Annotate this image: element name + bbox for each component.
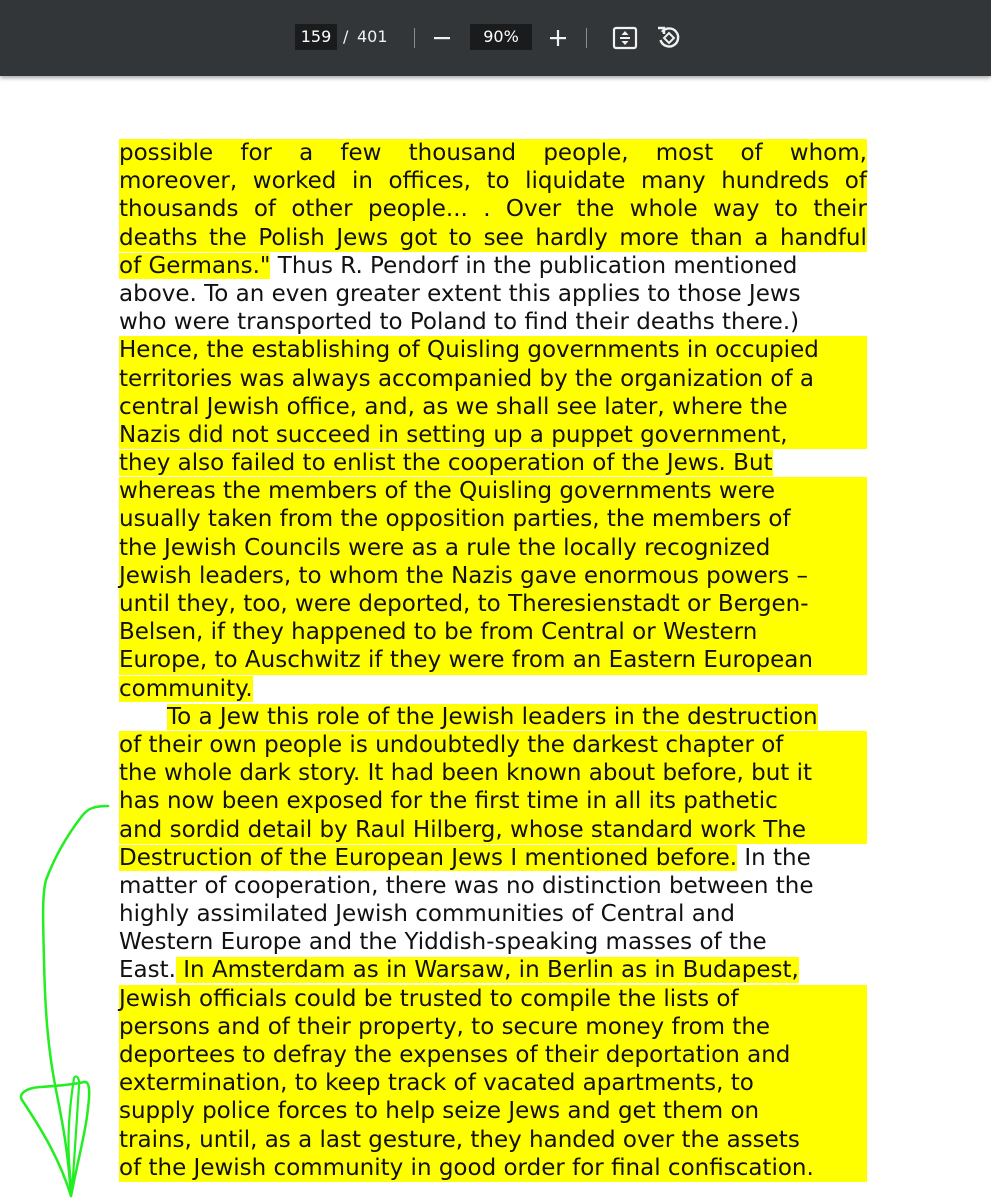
- text-word: to: [774, 196, 798, 223]
- text-segment: matter of cooperation, there was no distinction between the: [119, 872, 814, 899]
- text-word: the: [576, 196, 615, 223]
- text-word: to: [448, 224, 472, 251]
- highlighted-text: community.: [119, 675, 253, 702]
- highlighted-text: and sordid detail by Raul Hilberg, whose standard work The: [119, 816, 806, 843]
- highlighted-text: they also failed to enlist the cooperation of the Jews.: [119, 450, 726, 477]
- highlighted-text: To a Jew this role of the Jewish leaders in the destruction: [167, 703, 818, 730]
- text-word: most: [655, 140, 714, 166]
- highlighted-text: Nazis did not succeed in setting up a puppet government,: [119, 421, 788, 448]
- text-word: people,: [543, 140, 629, 166]
- text-word: offices,: [388, 168, 471, 195]
- highlighted-text: until they, too, were deported, to Theresienstadt or Bergen-: [119, 591, 809, 617]
- text-word: few: [340, 140, 382, 166]
- text-word: possible: [119, 140, 214, 166]
- highlighted-text: usually taken from the opposition parties, the members of: [119, 506, 791, 533]
- text-word: thousand: [408, 140, 517, 166]
- highlighted-text: Destruction of the European Jews I mentioned before.: [119, 844, 738, 871]
- text-segment: Western Europe and the Yiddish-speaking masses of the: [119, 929, 767, 956]
- text-segment: East.: [119, 957, 176, 984]
- text-word: way: [713, 196, 760, 223]
- text-word: for: [240, 140, 272, 166]
- text-word: see: [483, 224, 524, 251]
- highlighted-text: of Germans.": [119, 252, 271, 279]
- highlighted-text: trains, until, as a last gesture, they handed over the assets: [119, 1126, 800, 1153]
- text-word: whole: [629, 196, 698, 223]
- highlighted-text: deportees to defray the expenses of their deportation and: [119, 1042, 791, 1068]
- highlighted-text: supply police forces to help seize Jews and get them on: [119, 1098, 760, 1125]
- text-word: to: [486, 168, 510, 195]
- text-word: a: [299, 140, 314, 166]
- text-word: handful: [779, 224, 867, 251]
- text-word: Polish: [258, 224, 325, 251]
- highlighted-text: central Jewish office, and, as we shall see later, where the: [119, 393, 788, 420]
- text-word: many: [640, 168, 706, 195]
- text-word: moreover,: [119, 168, 238, 195]
- text-word: of: [740, 140, 763, 166]
- text-word: liquidate: [525, 168, 626, 195]
- text-word: a: [754, 224, 769, 251]
- text-segment: who were transported to Poland to find their deaths there.): [119, 309, 800, 336]
- text-word: thousands: [119, 196, 239, 223]
- highlighted-text: Hence, the establishing of Quisling governments in occupied: [119, 337, 819, 364]
- text-word: more: [619, 224, 679, 251]
- highlighted-text: persons and of their property, to secure money from the: [119, 1013, 771, 1040]
- highlighted-text: the whole dark story. It had been known about before, but it: [119, 760, 813, 787]
- zoom-level-input[interactable]: 90%: [470, 24, 532, 50]
- highlighted-text: But: [725, 450, 773, 477]
- highlighted-text: Jewish leaders, to whom the Nazis gave enormous powers –: [119, 562, 808, 589]
- text-word: hardly: [535, 224, 608, 251]
- highlighted-text: has now been exposed for the first time in all its pathetic: [119, 788, 778, 815]
- text-word: Jews: [336, 224, 389, 251]
- highlighted-text: extermination, to keep track of vacated apartments, to: [119, 1070, 754, 1097]
- highlighted-text: Europe, to Auschwitz if they were from an Eastern European: [119, 647, 813, 674]
- highlighted-text: the Jewish Councils were as a rule the locally recognized: [119, 534, 771, 561]
- page-separator: /: [343, 27, 349, 46]
- text-word: than: [690, 224, 743, 251]
- highlighted-text: whereas the members of the Quisling governments were: [119, 478, 775, 505]
- highlighted-text: In Amsterdam as in Warsaw, in Berlin as in Budapest,: [175, 957, 799, 984]
- text-word: got: [399, 224, 438, 251]
- text-word: their: [813, 196, 867, 223]
- text-word: whom,: [789, 140, 867, 166]
- text-word: in: [351, 168, 373, 195]
- text-word: worked: [252, 168, 337, 195]
- highlighted-text: Belsen, if they happened to be from Central or Western: [119, 619, 758, 646]
- highlighted-text: Jewish officials could be trusted to compile the lists of: [119, 985, 739, 1012]
- text-segment: In the: [737, 844, 811, 871]
- text-segment: above. To an even greater extent this applies to those Jews: [119, 280, 801, 307]
- text-word: people...: [367, 196, 468, 223]
- total-pages: 401: [357, 27, 388, 46]
- text-word: of: [253, 196, 276, 223]
- highlighted-text: of their own people is undoubtedly the darkest chapter of: [119, 731, 784, 758]
- highlighted-text: of the Jewish community in good order for final confiscation.: [119, 1154, 814, 1181]
- page-number-input[interactable]: 159: [295, 24, 337, 50]
- text-word: the: [209, 224, 247, 251]
- highlighted-text: territories was always accompanied by the organization of a: [119, 365, 814, 392]
- text-word: deaths: [119, 224, 198, 251]
- text-word: other: [291, 196, 353, 223]
- text-segment: highly assimilated Jewish communities of Central and: [119, 901, 736, 928]
- text-word: .: [483, 196, 491, 223]
- text-word: hundreds: [721, 168, 830, 195]
- text-word: Over: [505, 196, 562, 223]
- text-segment: Thus R. Pendorf in the publication mentioned: [270, 252, 798, 279]
- text-word: of: [844, 168, 867, 195]
